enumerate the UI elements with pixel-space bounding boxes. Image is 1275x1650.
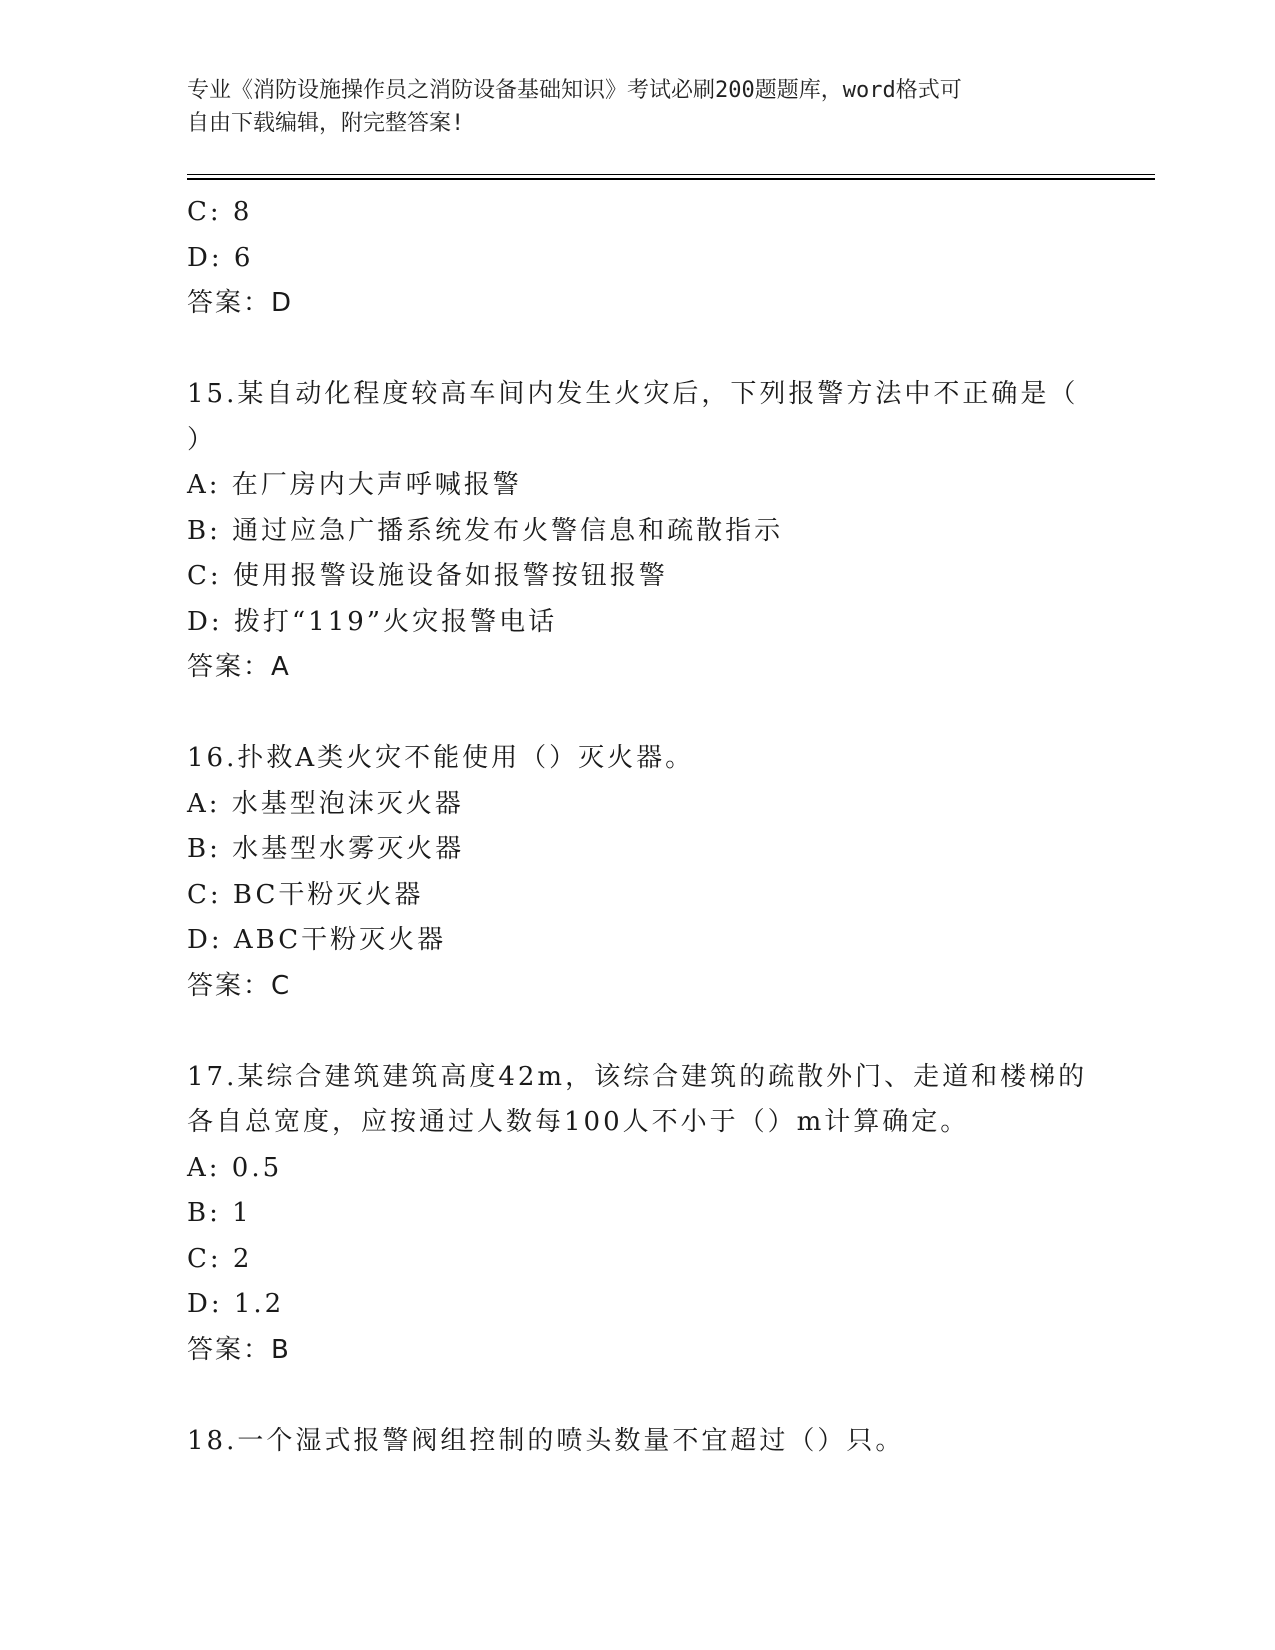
question-stem-continued: ） — [187, 424, 217, 455]
header-line-2: 自由下载编辑，附完整答案! — [187, 111, 465, 136]
option-b: B: 水基型水雾灭火器 — [187, 834, 465, 864]
option-c: C: 使用报警设施设备如报警按钮报警 — [187, 561, 668, 591]
question-17 — [187, 1055, 1088, 1374]
option-c: C: 8 — [187, 197, 253, 227]
option-c: C: 2 — [187, 1243, 253, 1274]
option-b: B: 1 — [187, 1198, 252, 1228]
question-15 — [187, 372, 1079, 691]
answer-label: 答案：C — [187, 970, 292, 1001]
answer-label: 答案：D — [187, 288, 294, 318]
question-list — [187, 190, 1088, 1464]
header-rule-thick — [187, 178, 1155, 180]
option-d: D: 1.2 — [187, 1289, 285, 1319]
answer-label: 答案：B — [187, 1334, 291, 1365]
option-d: D: 拨打“119”火灾报警电话 — [187, 606, 558, 637]
option-a: A: 水基型泡沫灭火器 — [187, 788, 464, 819]
option-d: D: ABC干粉灭火器 — [187, 925, 447, 955]
option-a: A: 在厂房内大声呼喊报警 — [187, 470, 522, 500]
option-b: B: 通过应急广播系统发布火警信息和疏散指示 — [187, 515, 784, 546]
spacer — [187, 1373, 1067, 1419]
spacer — [187, 691, 1067, 737]
answer-label: 答案：A — [187, 652, 291, 682]
header-line-1: 专业《消防设施操作员之消防设备基础知识》考试必刷200题题库，word格式可 — [187, 78, 962, 103]
question-14-tail — [187, 190, 1067, 327]
question-stem: 15.某自动化程度较高车间内发生火灾后，下列报警方法中不正确是（ — [187, 379, 1079, 409]
question-stem: 17.某综合建筑建筑高度42m，该综合建筑的疏散外门、走道和楼梯的 — [187, 1061, 1088, 1092]
option-a: A: 0.5 — [187, 1152, 283, 1183]
document-header — [187, 74, 1067, 140]
option-c: C: BC干粉灭火器 — [187, 879, 424, 910]
header-rule-thin — [187, 174, 1155, 175]
spacer — [187, 1009, 1067, 1055]
question-18 — [187, 1419, 1067, 1465]
spacer — [187, 327, 1067, 373]
question-stem: 18.一个湿式报警阀组控制的喷头数量不宜超过（）只。 — [187, 1425, 905, 1456]
question-stem: 16.扑救A类火灾不能使用（）灭火器。 — [187, 743, 695, 773]
question-16 — [187, 736, 1067, 1009]
option-d: D: 6 — [187, 242, 254, 273]
question-stem-continued: 各自总宽度，应按通过人数每100人不小于（）m计算确定。 — [187, 1107, 970, 1137]
